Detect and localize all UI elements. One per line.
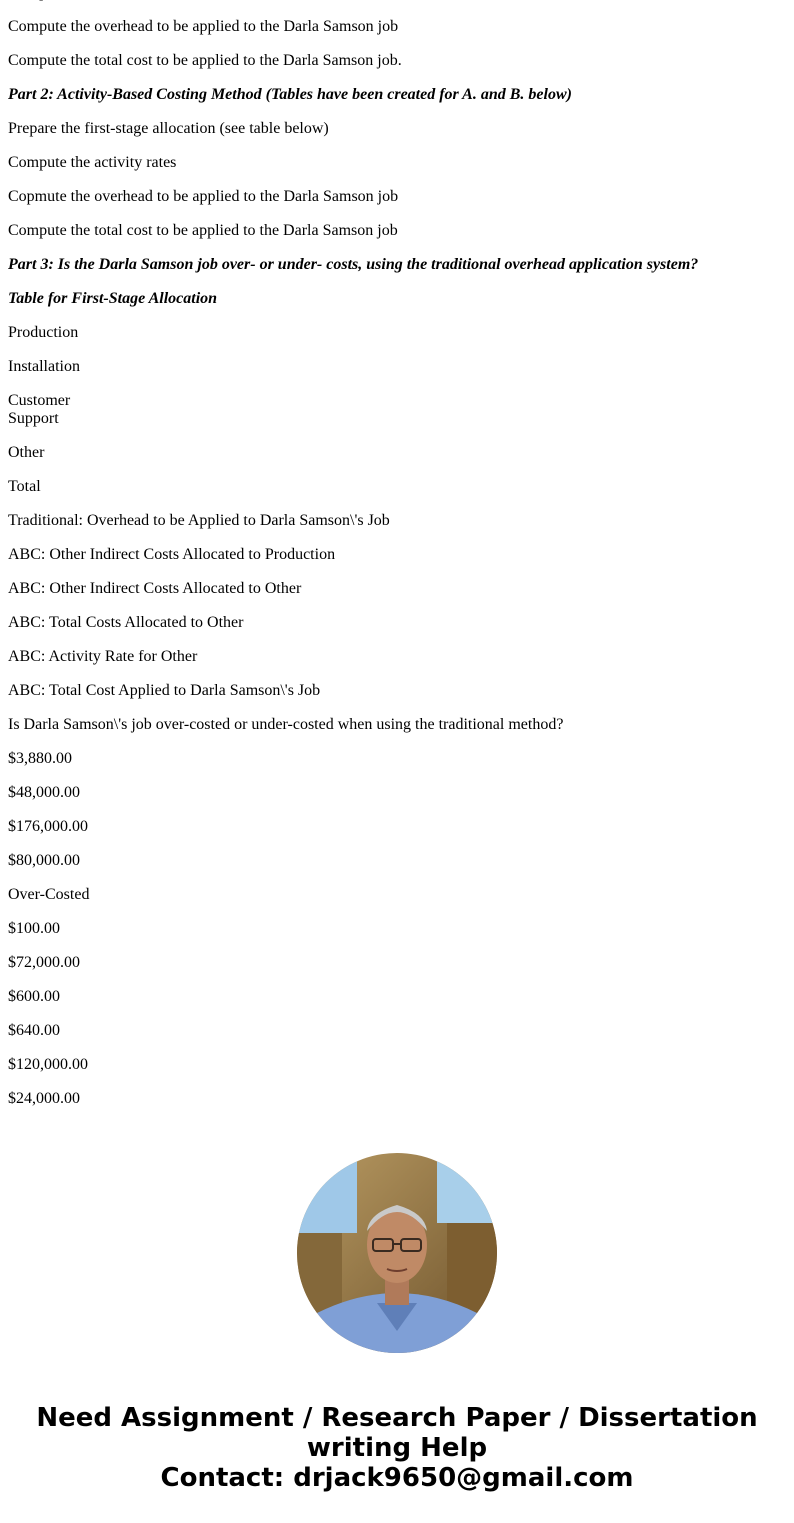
table-value: $24,000.00	[8, 1090, 80, 1107]
section-heading: Part 2: Activity-Based Costing Method (Tables have been created for A. and B. below)	[8, 86, 572, 103]
text-line: Copmute the overhead to be applied to the Darla Samson job	[8, 188, 399, 205]
table-value: $48,000.00	[8, 784, 80, 801]
question-text	[8, 0, 786, 1124]
table-label: Other	[8, 444, 45, 461]
table-value: $640.00	[8, 1022, 60, 1039]
text-line: Compute the activity rates	[8, 154, 177, 171]
table-label: Production	[8, 324, 79, 341]
section-heading: Part 3: Is the Darla Samson job over- or under- costs, using the traditional overhead application system?	[8, 256, 699, 273]
table-value: $3,880.00	[8, 750, 72, 767]
tutor-avatar	[297, 1153, 497, 1353]
promo-line-2: writing Help	[306, 1433, 488, 1463]
table-label: ABC: Activity Rate for Other	[8, 648, 198, 665]
table-value: $120,000.00	[8, 1056, 88, 1073]
table-label: Traditional: Overhead to be Applied to Darla Samson\'s Job	[8, 512, 390, 529]
tutor-portrait-image	[297, 1153, 497, 1353]
text-line: Compute the total cost to be applied to the Darla Samson job.	[8, 52, 402, 69]
table-label: Total	[8, 478, 41, 495]
table-label: ABC: Other Indirect Costs Allocated to Production	[8, 546, 336, 563]
table-label: ABC: Total Costs Allocated to Other	[8, 614, 244, 631]
table-value: $72,000.00	[8, 954, 80, 971]
table-label: Installation	[8, 358, 80, 375]
table-label: Customer Support	[8, 392, 71, 427]
table-label: Is Darla Samson\'s job over-costed or under-costed when using the traditional method?	[8, 716, 564, 733]
promo-contact-email: Contact: drjack9650@gmail.com	[160, 1463, 634, 1493]
text-line: Prepare the first-stage allocation (see table below)	[8, 120, 329, 137]
text-line	[8, 0, 786, 2]
promo-banner	[0, 1403, 794, 1493]
table-value: $80,000.00	[8, 852, 80, 869]
text-line: Compute the total cost to be applied to the Darla Samson job	[8, 222, 398, 239]
table-value: $176,000.00	[8, 818, 88, 835]
table-label: ABC: Total Cost Applied to Darla Samson\'s Job	[8, 682, 321, 699]
table-value: Over-Costed	[8, 886, 90, 903]
table-heading: Table for First-Stage Allocation	[8, 290, 218, 307]
table-label: ABC: Other Indirect Costs Allocated to Other	[8, 580, 302, 597]
promo-line-1: Need Assignment / Research Paper / Dissertation	[36, 1403, 758, 1433]
table-value: $600.00	[8, 988, 60, 1005]
text-line: Compute the overhead to be applied to the Darla Samson job	[8, 18, 399, 35]
table-value: $100.00	[8, 920, 60, 937]
